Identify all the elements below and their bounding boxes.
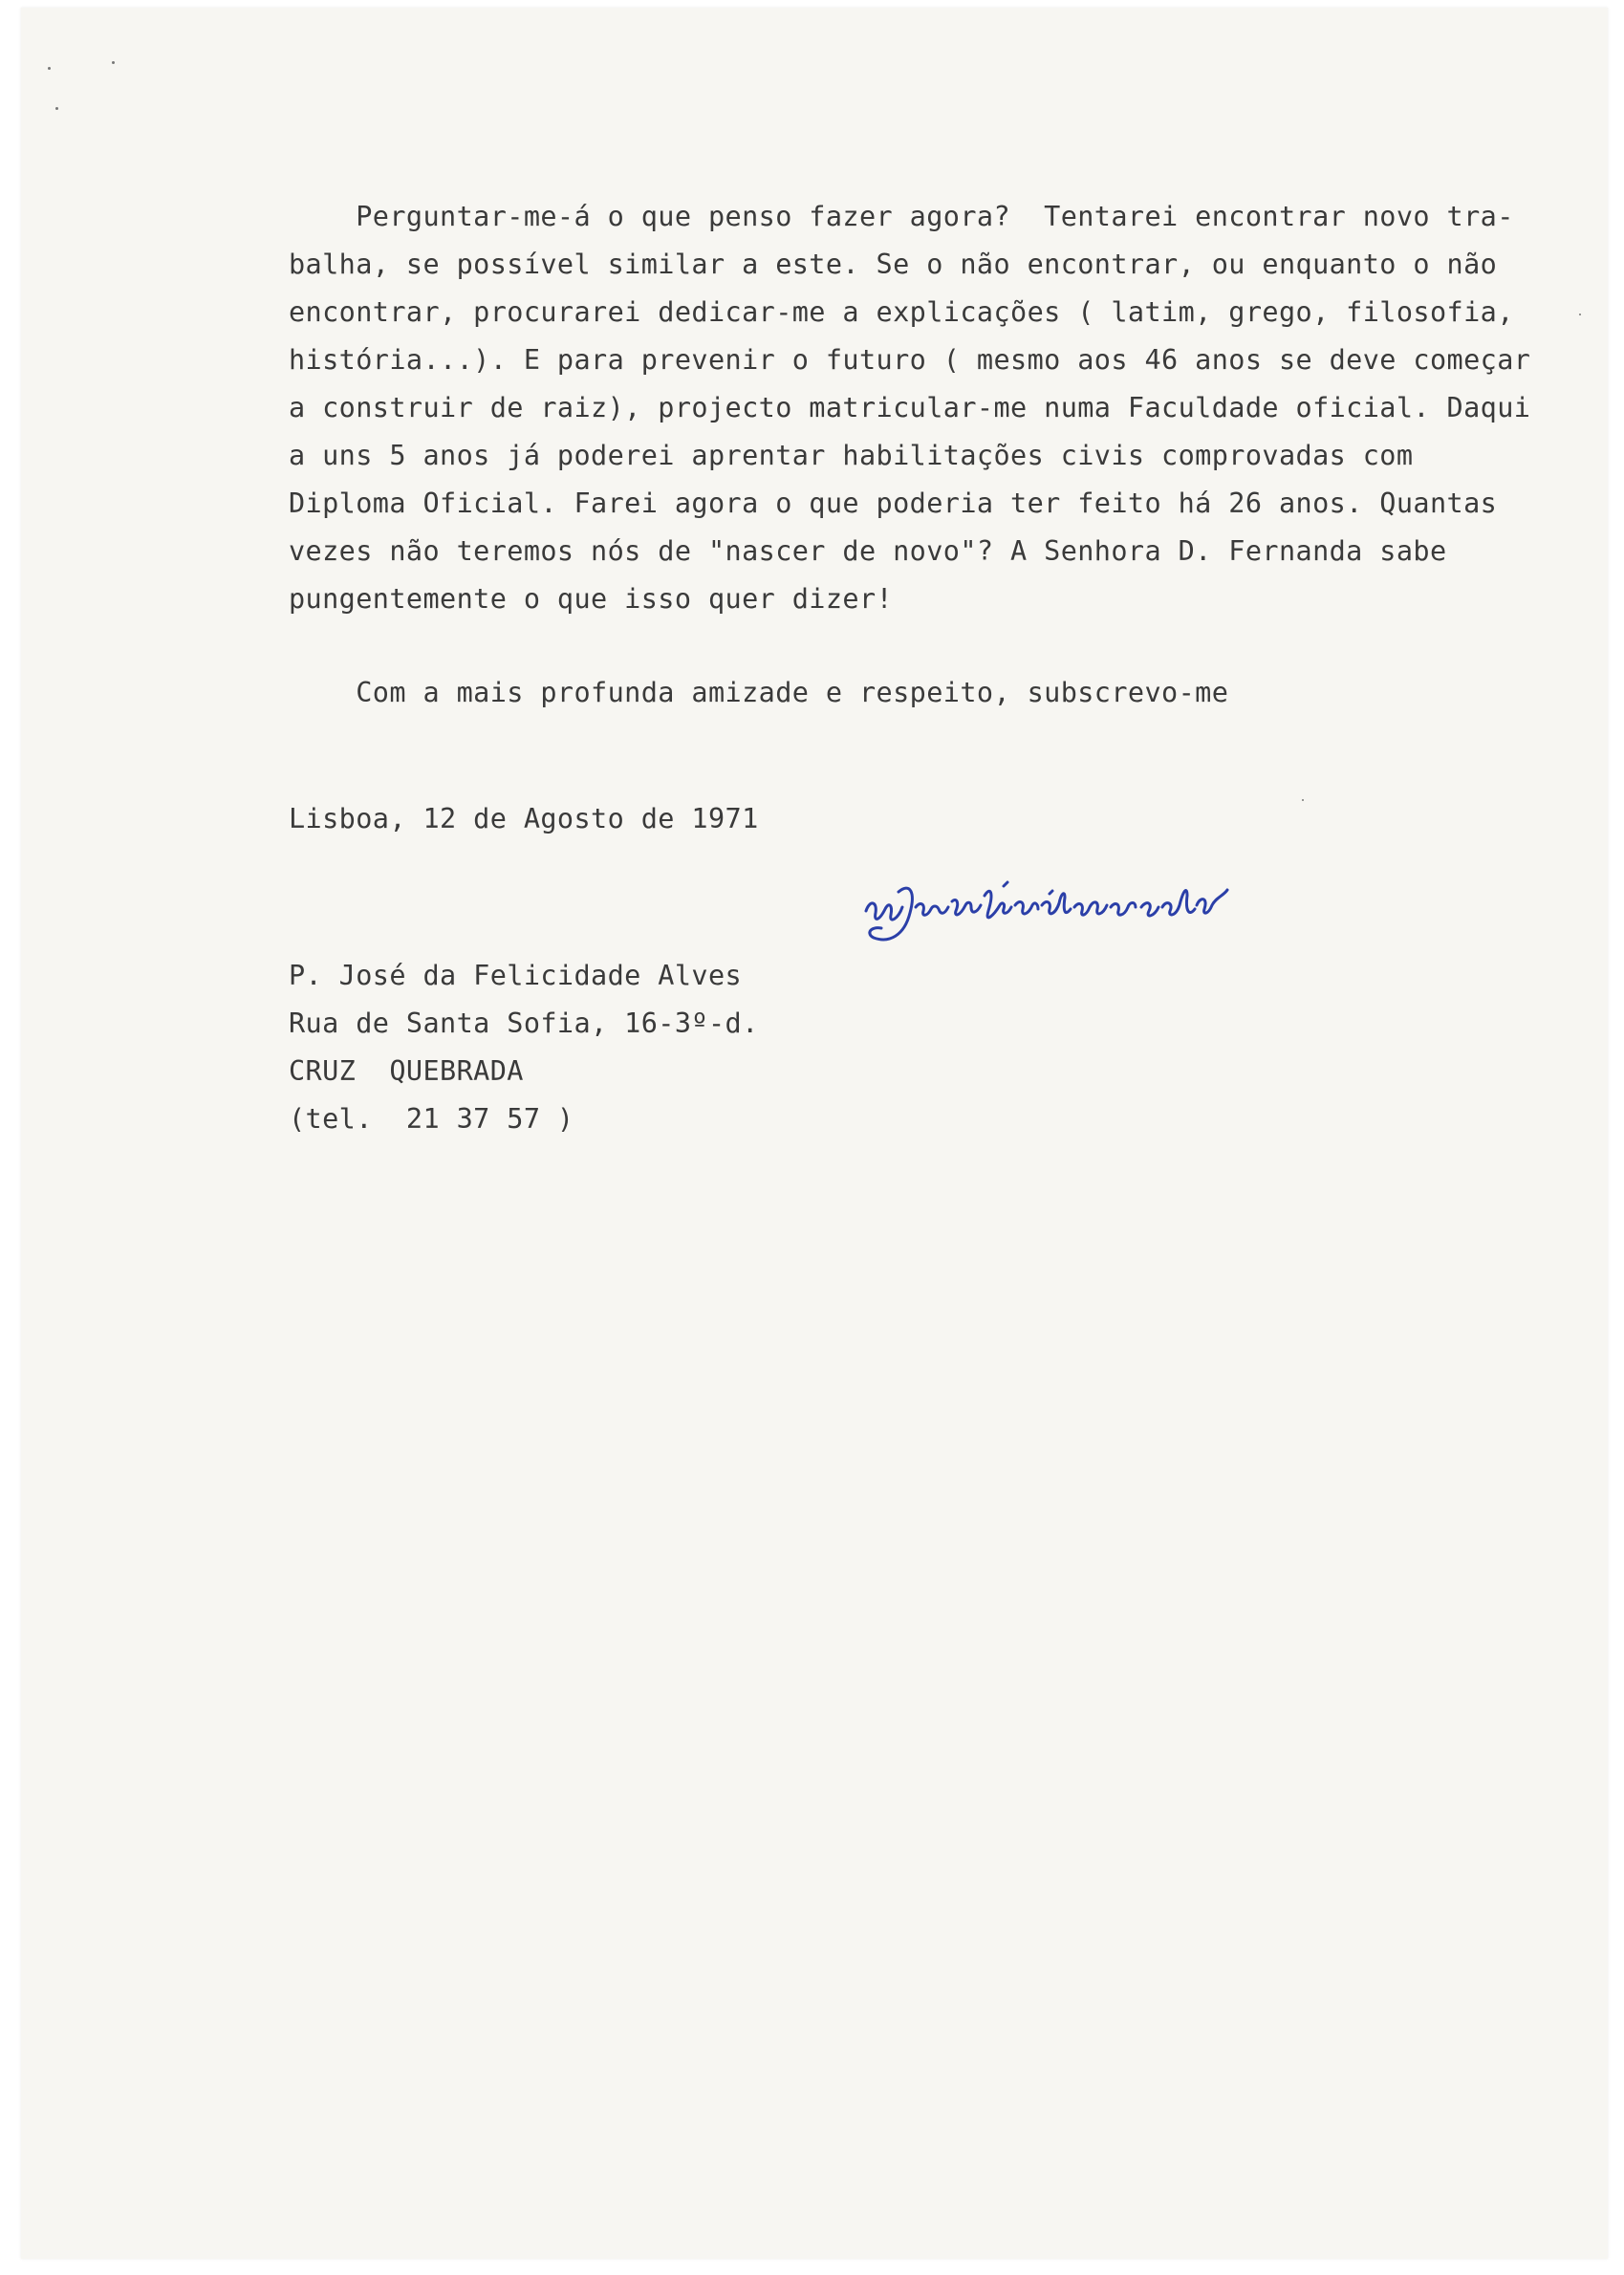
paper-speck: [55, 107, 58, 110]
body-line: a uns 5 anos já poderei aprentar habilitações civis comprovadas com: [289, 440, 1414, 471]
body-line: balha, se possível similar a este. Se o não encontrar, ou enquanto o não: [289, 249, 1498, 280]
paper-speck: [48, 67, 51, 70]
sender-town: CRUZ QUEBRADA: [289, 1055, 524, 1087]
letter-page: [21, 8, 1608, 2259]
paper-speck: [1302, 799, 1304, 801]
body-line: encontrar, procurarei dedicar-me a explicações ( latim, grego, filosofia,: [289, 296, 1514, 328]
body-line: vezes não teremos nós de "nascer de novo"? A Senhora D. Fernanda sabe: [289, 535, 1447, 567]
date-line: Lisboa, 12 de Agosto de 1971: [289, 803, 759, 834]
sender-address: Rua de Santa Sofia, 16-3º-d.: [289, 1008, 759, 1039]
closing-line: Com a mais profunda amizade e respeito, subscrevo-me: [289, 677, 1229, 708]
body-line: pungentemente o que isso quer dizer!: [289, 583, 894, 615]
sender-phone: (tel. 21 37 57 ): [289, 1103, 574, 1135]
paper-speck: [1579, 314, 1581, 315]
body-line: Diploma Oficial. Farei agora o que poderia ter feito há 26 anos. Quantas: [289, 488, 1498, 519]
body-line: a construir de raiz), projecto matricular-me numa Faculdade oficial. Daqui: [289, 392, 1531, 423]
body-line: Perguntar-me-á o que penso fazer agora? Tentarei encontrar novo tra-: [289, 201, 1514, 232]
sender-name: P. José da Felicidade Alves: [289, 960, 743, 991]
body-line: história...). E para prevenir o futuro ( mesmo aos 46 anos se deve começar: [289, 344, 1531, 376]
paper-speck: [112, 61, 115, 64]
signature-image: [860, 873, 1281, 959]
